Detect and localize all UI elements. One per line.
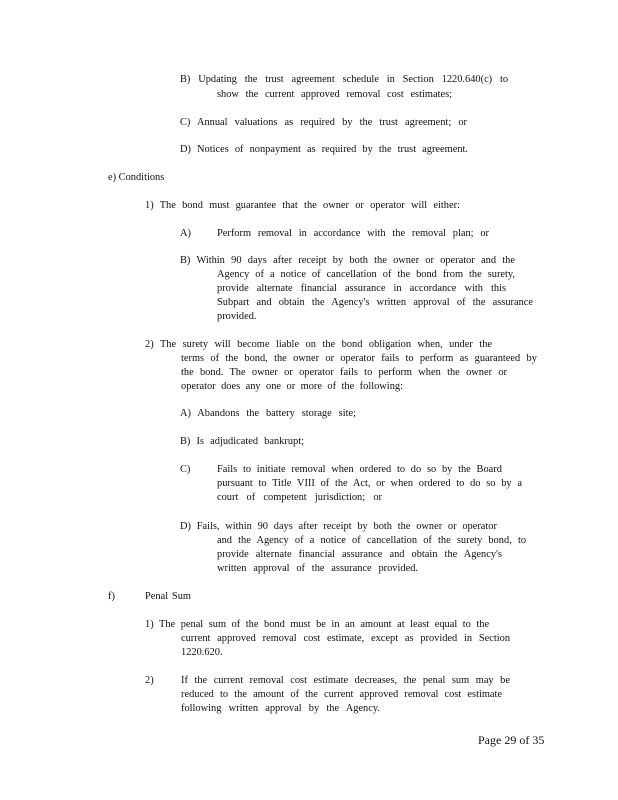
- text-line: following written approval by the Agency.: [181, 703, 380, 714]
- text-line: 1) The bond must guarantee that the owner or operator will either:: [145, 200, 460, 211]
- text-line: provide alternate financial assurance in accordance with this: [217, 283, 506, 294]
- text-line: B) Within 90 days after receipt by both the owner or operator and the: [180, 255, 515, 266]
- text-line: and the Agency of a notice of cancellation of the surety bond, to: [217, 535, 527, 546]
- text-line: current approved removal cost estimate, except as provided in Section: [181, 633, 511, 644]
- text-line: reduced to the amount of the current approved removal cost estimate: [181, 689, 503, 700]
- text-line: Perform removal in accordance with the removal plan; or: [217, 228, 489, 239]
- page-number: Page 29 of 35: [478, 733, 545, 747]
- text-line: provided.: [217, 311, 257, 322]
- text-line: court of competent jurisdiction; or: [217, 492, 382, 503]
- text-line: the bond. The owner or operator fails to perform when the owner or: [181, 367, 507, 378]
- text-line: A): [180, 228, 191, 239]
- text-line: written approval of the assurance provided.: [217, 563, 418, 574]
- text-line: 1) The penal sum of the bond must be in an amount at least equal to the: [145, 619, 490, 630]
- text-line: e) Conditions: [108, 172, 165, 183]
- text-line: D) Notices of nonpayment as required by the trust agreement.: [180, 144, 469, 155]
- text-line: operator does any one or more of the following:: [181, 381, 403, 392]
- text-line: A) Abandons the battery storage site;: [180, 408, 356, 419]
- text-line: Fails to initiate removal when ordered to do so by the Board: [217, 464, 502, 475]
- text-line: If the current removal cost estimate decreases, the penal sum may be: [181, 675, 510, 686]
- text-line: 2): [145, 675, 154, 686]
- text-line: f): [108, 591, 115, 602]
- text-line: pursuant to Title VIII of the Act, or when ordered to do so by a: [217, 478, 522, 489]
- text-line: 1220.620.: [181, 647, 223, 658]
- text-line: C): [180, 464, 191, 475]
- text-line: B) Is adjudicated bankrupt;: [180, 436, 304, 447]
- text-line: terms of the bond, the owner or operator fails to perform as guaranteed by: [181, 353, 537, 364]
- text-line: Agency of a notice of cancellation of the bond from the surety,: [217, 269, 516, 280]
- text-line: 2) The surety will become liable on the bond obligation when, under the: [145, 339, 492, 350]
- text-line: D) Fails, within 90 days after receipt by both the owner or operator: [180, 521, 497, 532]
- text-line: provide alternate financial assurance and obtain the Agency's: [217, 549, 502, 560]
- text-line: Subpart and obtain the Agency's written approval of the assurance: [217, 297, 534, 308]
- text-line: C) Annual valuations as required by the trust agreement; or: [180, 117, 467, 128]
- text-line: show the current approved removal cost estimates;: [217, 89, 452, 100]
- text-line: Penal Sum: [145, 591, 191, 602]
- text-line: B) Updating the trust agreement schedule in Section 1220.640(c) to: [180, 74, 509, 85]
